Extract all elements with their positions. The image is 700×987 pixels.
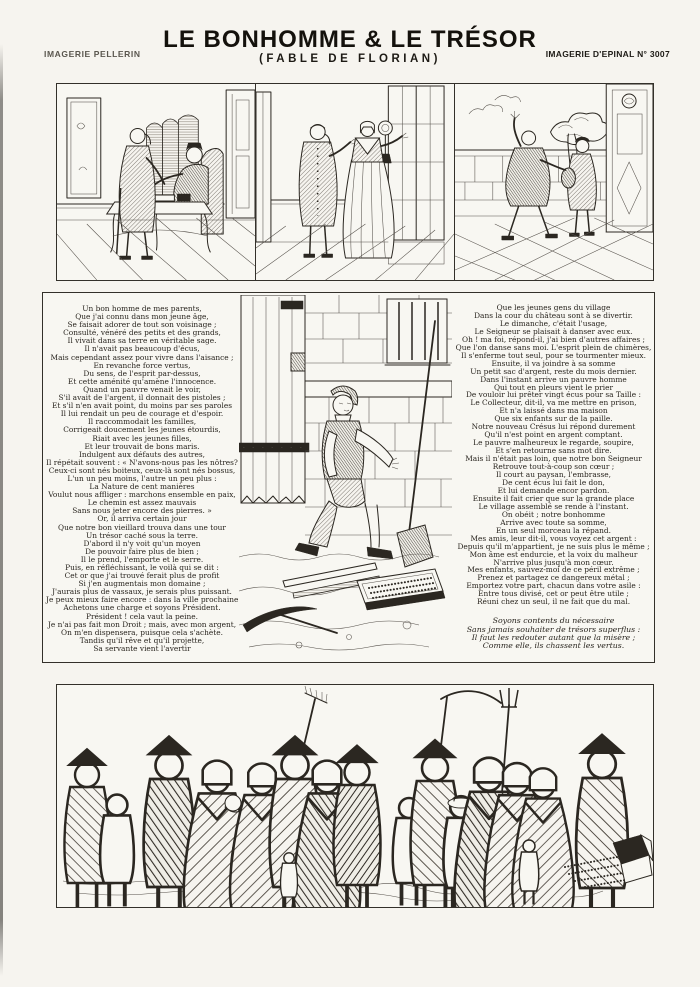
page-subtitle: (FABLE DE FLORIAN) <box>259 53 441 65</box>
verse-line: Qu'il n'est point en argent comptant. <box>484 430 623 440</box>
verse-line: Mais il n'était pas loin, que notre bon Seigneur <box>465 454 642 464</box>
study-alms-scene <box>57 84 256 280</box>
verse-line: Il répétait souvent : « N'avons-nous pas les nôtres? <box>46 457 238 467</box>
verse-line: On obéit ; notre bonhomme <box>501 509 606 519</box>
moral-stanza <box>454 617 653 651</box>
village-assembly-illustration <box>57 685 653 907</box>
servant-warning-scene <box>256 84 455 280</box>
verse-line: Président ! cela vaut la peine. <box>86 611 198 621</box>
verse-line: Que notre bon vieillard trouva dans une tour <box>58 522 226 532</box>
verse-line: Depuis qu'il m'appartient, je ne suis plus le même ; <box>457 541 650 551</box>
verse-line: Quand un pauvre venait le voir, <box>83 384 201 394</box>
verse-line: En revanche force vertus, <box>93 360 191 370</box>
moral-line: Il faut les redouter autant que la misère ; <box>471 633 636 643</box>
verse-line: Je n'ai pas fait mon Droit ; mais, avec mon argent, <box>47 619 237 629</box>
verse-line: Se faisait adorer de tout son voisinage ; <box>67 320 217 330</box>
verse-line: L'un un peu moins, l'autre un peu plus : <box>67 473 217 483</box>
verse-line: Le Collecteur, dit-il, va me mettre en prison, <box>470 398 637 408</box>
verse-line: Et lui demande encor pardon. <box>497 485 610 495</box>
verse-line: Que j'ai connu dans mon jeune âge, <box>75 312 209 322</box>
verse-line: J'aurais plus de vassaux, je serais plus puissant. <box>52 587 232 597</box>
verse-line: Riait avec les jeunes filles, <box>92 433 192 443</box>
moral-line: Soyons contents du nécessaire <box>492 616 615 626</box>
verse-line: Le dimanche, c'était l'usage, <box>499 318 608 328</box>
scan-edge-artifact <box>0 44 3 976</box>
verse-line: N'arrive plus jusqu'à mon cœur. <box>493 557 614 567</box>
verse-line: Le pauvre malheureux le regarde, soupire, <box>473 438 634 448</box>
doorstep-chase-scene <box>455 84 653 280</box>
verse-line: Que l'on danse sans moi. L'esprit plein de chimères, <box>455 342 652 352</box>
verse-line: Mes enfants, sauvez-moi de ce péril extrême ; <box>467 565 640 575</box>
verse-line: De pouvoir faire plus de bien ; <box>85 546 199 556</box>
verse-line: Et s'il n'en avait point, du moins par ses paroles <box>51 401 233 411</box>
verse-line: Emportez votre part, chacun dans votre asile : <box>466 581 641 591</box>
verse-line: Tandis qu'il rêve et qu'il projette, <box>79 635 205 645</box>
verse-line: Puis, en réfléchissant, le voilà qui se dit : <box>65 563 219 572</box>
verse-line: Sans nous jeter encore des pierres. » <box>72 506 212 516</box>
verse-line: Le Seigneur se plaisait à danser avec eux. <box>474 326 633 336</box>
verse-line: Si j'en augmentais mon domaine ; <box>78 579 206 589</box>
doorstep-chase-illustration <box>455 84 653 280</box>
verse-line: Oh ! ma foi, répond-il, j'ai bien d'autres affaires ; <box>462 334 645 344</box>
verse-line: Il le prend, l'emporte et le serre. <box>80 554 204 564</box>
verse-line: Arrive avec toute sa somme, <box>500 517 607 527</box>
page-title: LE BONHOMME & LE TRÉSOR <box>163 26 537 53</box>
publisher-right: IMAGERIE D'EPINAL N° 3007 <box>545 49 670 59</box>
verse-column-left <box>46 305 238 653</box>
verse-column-right <box>454 304 653 651</box>
verse-line: Consulté, vénéré des petits et des grands, <box>63 328 221 338</box>
fable-text-section <box>42 292 655 663</box>
verse-line: Corrigeait doucement les jeunes étourdis, <box>63 425 221 435</box>
moral-line: Comme elle, ils chassent les vertus. <box>482 641 625 651</box>
verse-line: Ceux-ci sont nés boiteux, ceux-là sont nés bossus, <box>48 465 236 475</box>
treasure-discovery-illustration <box>239 295 452 660</box>
verse-line: Il n'avait pas beaucoup d'écus, <box>84 344 200 354</box>
verse-line: Mon âme est endurcie, et la voix du malheur <box>469 549 638 559</box>
verse-line: La Nature de cent manières <box>89 482 195 492</box>
verse-line: Cet or que j'ai trouvé ferait plus de profit <box>64 571 220 581</box>
verse-line: Entre tous divisé, cet or peut être utile ; <box>478 589 629 599</box>
verse-line: Mais cependant assez pour vivre dans l'aisance ; <box>50 352 234 362</box>
verse-line: Il court au paysan, l'embrasse, <box>495 470 612 480</box>
verse-line: Et cette aménité qu'amène l'innocence. <box>67 376 217 386</box>
study-alms-illustration <box>57 84 255 280</box>
verse-line: Il vivait dans sa terre en véritable sage. <box>67 336 217 346</box>
verse-line: Du sens, de l'esprit par-dessus, <box>83 368 201 378</box>
verse-line: Un bon homme de mes parents, <box>82 304 202 313</box>
verse-line: Il raccommodait les familles, <box>87 417 197 427</box>
verse-line: Le village assemblé se rende à l'instant. <box>478 501 629 511</box>
verse-line: Ensuite, il va joindre à sa somme <box>491 358 616 368</box>
verse-line: Et n'a laissé dans ma maison <box>499 406 608 416</box>
verse-line: De vouloir lui prêter vingt écus pour sa Taille : <box>466 390 641 400</box>
verse-line: Dans la cour du château sont à se divertir. <box>474 310 633 320</box>
verse-line: Or, il arriva certain jour <box>97 514 187 524</box>
verse-line: Retrouve tout-à-coup son cœur ; <box>492 462 615 472</box>
verse-line: Notre nouveau Crésus lui répond durement <box>471 422 636 432</box>
verse-line: Il s'enferme tout seul, pour se tourmenter mieux. <box>461 350 646 360</box>
verse-line: Et s'en retourne sans mot dire. <box>495 446 612 456</box>
verse-line: Que les jeunes gens du village <box>496 303 611 312</box>
verse-line: De cent écus lui fait le don, <box>502 477 605 487</box>
verse-line: Je peux mieux faire encore : dans la ville prochaine <box>46 595 239 605</box>
verse-line: Voulut nous affliger : marchons ensemble en paix, <box>48 490 236 500</box>
verse-line: Le chemin est assez mauvais <box>87 498 197 508</box>
verse-line: Que six enfants sur de la paille. <box>494 414 613 424</box>
verse-line: Indulgent aux défauts des autres, <box>79 449 205 459</box>
verse-line: Réuni chez un seul, il ne fait que du mal. <box>476 597 631 607</box>
moral-line: Sans jamais souhaiter de trésors superflus : <box>466 624 641 634</box>
verse-line: Un petit sac d'argent, reste du mois dernier. <box>470 366 637 376</box>
village-assembly-scene <box>56 684 654 908</box>
verse-line: En un seul morceau la répand. <box>495 525 612 535</box>
verse-line: Sa servante vient l'avertir <box>93 643 191 653</box>
verse-line: On m'en dispensera, puisque cela s'achète. <box>61 627 223 637</box>
publisher-left: IMAGERIE PELLERIN <box>44 49 141 59</box>
treasure-discovery-scene <box>239 295 452 660</box>
top-illustration-strip <box>56 83 654 281</box>
verse-line: Dans l'instant arrive un pauvre homme <box>480 374 627 384</box>
verse-line: S'il avait de l'argent, il donnait des pistoles ; <box>58 393 226 403</box>
verse-line: Achetons une charge et soyons Président. <box>63 603 221 613</box>
verse-line: Ensuite il fait crier que sur la grande place <box>472 493 635 503</box>
verse-line: Prenez et partagez ce dangereux métal ; <box>477 573 630 583</box>
verse-line: Qui tout en pleurs vient le prier <box>493 382 614 392</box>
verse-line: Un trésor caché sous la terre. <box>86 530 198 540</box>
verse-line: Il lui rendait un peu de courage et d'espoir. <box>60 409 224 419</box>
servant-warning-illustration <box>256 84 454 280</box>
verse-line: Mes amis, leur dit-il, vous voyez cet argent : <box>470 533 637 543</box>
verse-line: Et leur trouvait de bons maris. <box>84 441 200 451</box>
verse-line: D'abord il n'y voit qu'un moyen <box>83 538 201 548</box>
